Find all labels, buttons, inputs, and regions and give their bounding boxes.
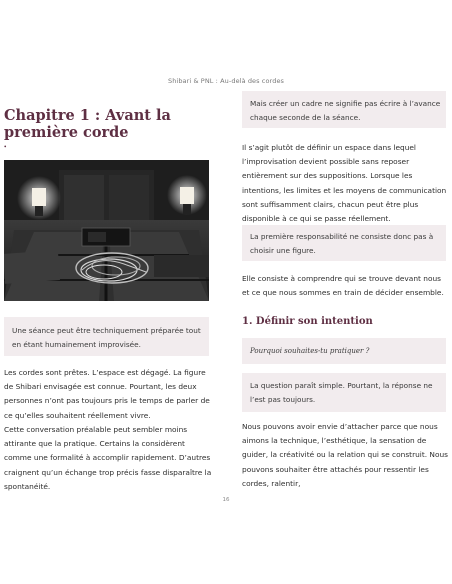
question-callout: Pourquoi souhaites-tu pratiquer ?: [242, 338, 446, 364]
callout-quote: Une séance peut être techniquement préparée tout en étant humainement improvisée.: [4, 317, 209, 356]
callout-quote: La question paraît simple. Pourtant, la réponse ne l’est pas toujours.: [242, 373, 446, 412]
body-paragraph: Il s’agit plutôt de définir un espace dans lequel l’improvisation devient possible sans reposer entièrement sur des suppositions. Lorsque les intentions, les limites et les moyens de communication sont suffisamment clairs, chacun peut être plus disponible à ce qui se passe réellement.: [242, 143, 447, 224]
body-paragraph: Elle consiste à comprendre qui se trouve devant nous et ce que nous sommes en train de décider ensemble.: [242, 274, 444, 298]
callout-quote: Mais créer un cadre ne signifie pas écrire à l’avance chaque seconde de la séance.: [242, 91, 446, 128]
running-header: Shibari & PNL : Au-delà des cordes: [167, 77, 285, 85]
body-paragraph: Nous pouvons avoir envie d’attacher parce que nous aimons la technique, l’esthétique, la sensation de guider, la créativité ou la relation qui se construit. Nous pouvons souhaiter être attachés pour ressentir les cordes, ralentir,: [242, 422, 449, 488]
chapter-title: Chapitre 1 : Avant la première corde: [4, 107, 171, 141]
callout-quote: La première responsabilité ne consiste donc pas à choisir une figure.: [242, 225, 446, 261]
shibari-room-photo: [4, 160, 209, 301]
body-paragraph: Cette conversation préalable peut sembler moins attirante que la pratique. Certains la considèrent comme une formalité à accomplir rapidement. D’autres craignent qu’un échange trop précis fasse disparaître la spontanéité.: [4, 425, 212, 491]
section-heading: 1. Définir son intention: [242, 316, 373, 327]
page-number: 16: [222, 497, 230, 503]
chapter-marker: •: [4, 143, 7, 151]
body-paragraph: Les cordes sont prêtes. L’espace est dégagé. La figure de Shibari envisagée est connue. Pourtant, les deux personnes n’ont pas toujours pris le temps de parler de ce qu’elles souhaitent réellement vivre.: [4, 368, 210, 420]
